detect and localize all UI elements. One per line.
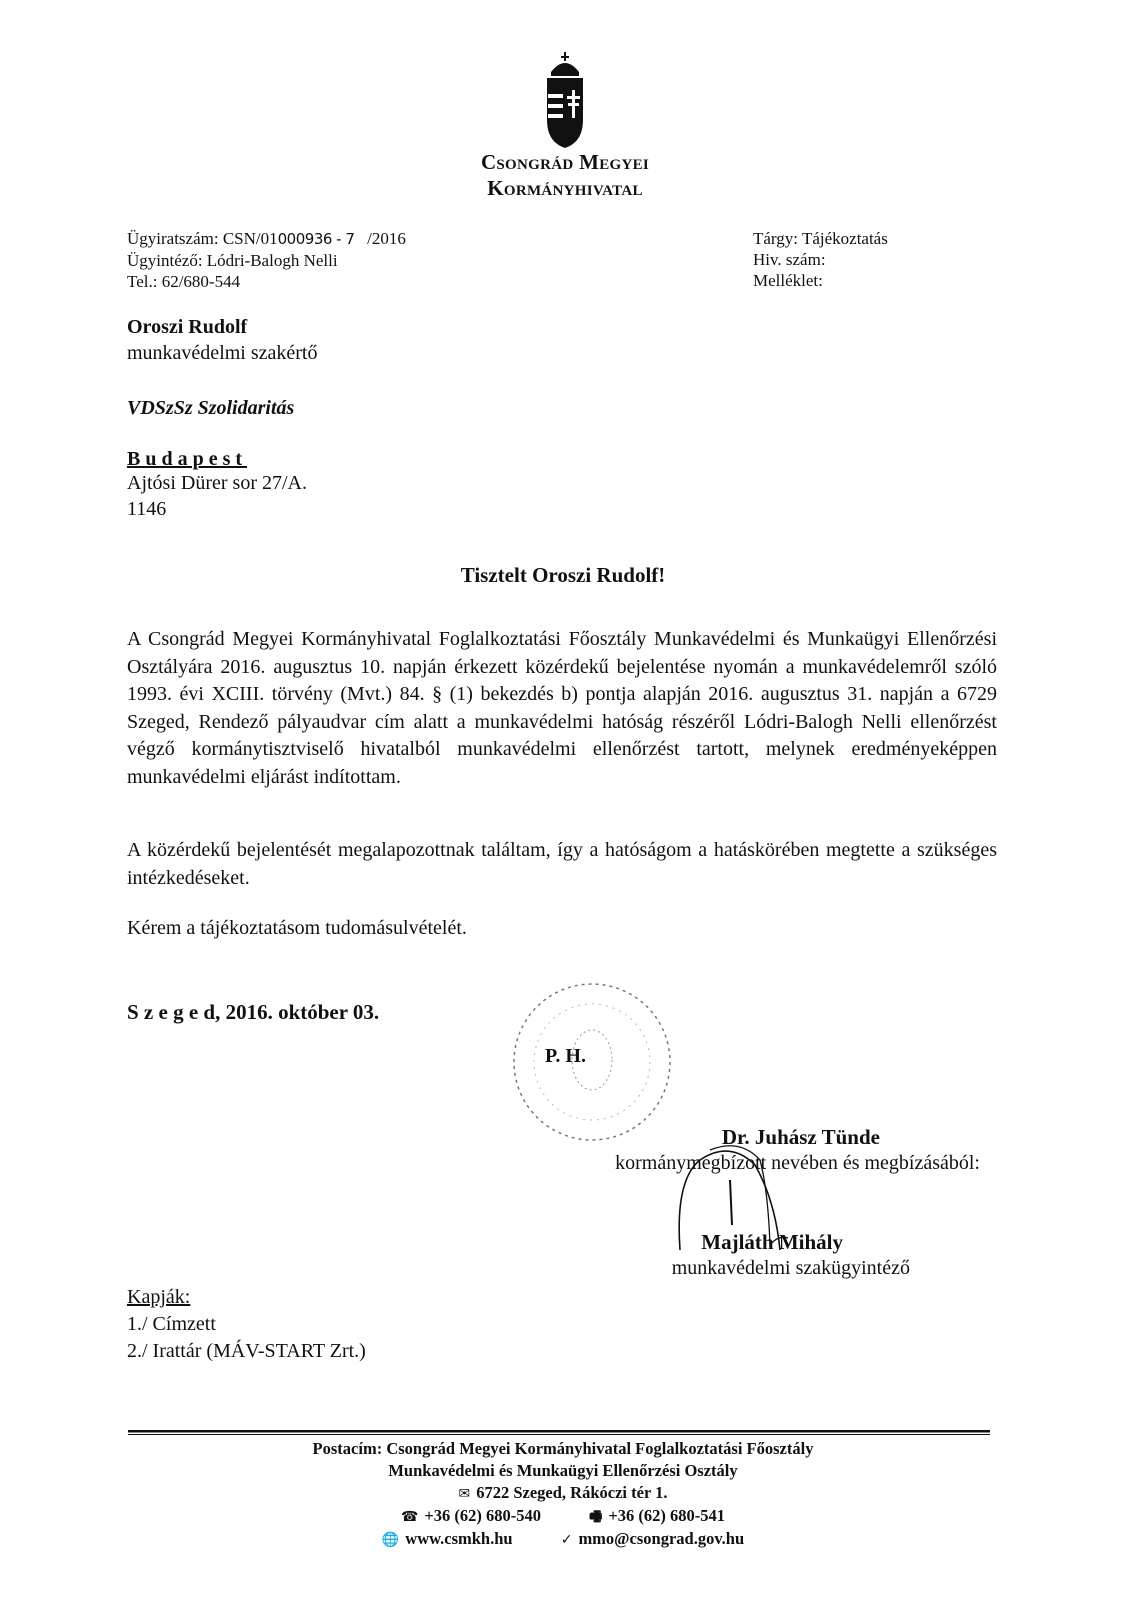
footer-contact-row	[0, 1505, 1126, 1528]
footer-address-row	[0, 1482, 1126, 1505]
distribution-item: 1./ Címzett	[127, 1313, 216, 1335]
footer-fax: +36 (62) 680-541	[608, 1506, 726, 1525]
footer-postal-line2: Munkavédelmi és Munkaügyi Ellenőrzési Osztály	[388, 1461, 738, 1480]
administrator: Ügyintéző: Lódri-Balogh Nelli	[127, 251, 338, 270]
date-line: S z e g e d, 2016. október 03.	[127, 1000, 380, 1024]
footer-web-row	[0, 1528, 1126, 1551]
footer-address: 6722 Szeged, Rákóczi tér 1.	[476, 1483, 668, 1502]
mailbox-icon: ✉	[458, 1486, 471, 1502]
distribution-item: 2./ Irattár (MÁV-START Zrt.)	[127, 1340, 366, 1362]
recipient-city: Budapest	[127, 448, 248, 470]
phone: Tel.: 62/680-544	[127, 272, 241, 291]
signer-title: munkavédelmi szakügyintéző	[671, 1257, 910, 1279]
footer-phone: +36 (62) 680-540	[424, 1506, 542, 1525]
hungarian-coat-of-arms-icon	[543, 50, 587, 150]
footer-website[interactable]: www.csmkh.hu	[405, 1529, 513, 1548]
case-number-handwritten: 000936 - 7	[277, 230, 355, 248]
case-number-label: Ügyiratszám: CSN/01	[127, 229, 278, 248]
org-name-line2: Kormányhivatal	[487, 176, 643, 200]
org-name-line1: Csongrád Megyei	[480, 150, 650, 174]
signatory-name: Dr. Juhász Tünde	[721, 1125, 880, 1149]
recipient-name: Oroszi Rudolf	[127, 316, 248, 338]
globe-icon: 🌐	[381, 1532, 400, 1548]
body-paragraph-1: A Csongrád Megyei Kormányhivatal Foglalkoztatási Főosztály Munkavédelmi és Munkaügyi Ellenőrzési Osztályára 2016. augusztus 10. napján érkezett közérdekű bejelentése nyomán a munkavédelemről szóló 1993. évi XCIII. törvény (Mvt.) 84. § (1) bekezdés b) pontja alapján 2016. augusztus 31. napján a 6729 Szeged, Rendező pályaudvar cím alatt a munkavédelmi hatóság részéről Lódri-Balogh Nelli ellenőrzést végző kormánytisztviselő hivatalból munkavédelmi ellenőrzést tartott, melynek eredményeképpen munkavédelmi eljárást indítottam.	[127, 628, 997, 788]
subject: Tárgy: Tájékoztatás	[753, 229, 888, 248]
case-number-suffix: /2016	[367, 229, 406, 248]
fax-icon: 🖷	[589, 1509, 603, 1525]
stamp-label: P. H.	[545, 1045, 586, 1067]
footer-email[interactable]: mmo@csongrad.gov.hu	[578, 1529, 745, 1548]
recipient-postcode: 1146	[127, 498, 167, 520]
recipient-organization: VDSzSz Szolidaritás	[127, 397, 295, 419]
signer-name: Majláth Mihály	[701, 1230, 843, 1254]
distribution-list	[127, 1284, 366, 1365]
body-paragraph-3: Kérem a tájékoztatásom tudomásulvételét.	[127, 917, 467, 939]
official-seal-icon	[510, 980, 675, 1145]
signatory-on-behalf: kormánymegbízott nevében és megbízásából:	[615, 1152, 980, 1174]
salutation: Tisztelt Oroszi Rudolf!	[460, 563, 666, 587]
attachment: Melléklet:	[753, 271, 823, 290]
meta-right	[753, 228, 888, 291]
telephone-icon: ☎	[400, 1509, 419, 1525]
recipient-street: Ajtósi Dürer sor 27/A.	[127, 472, 307, 494]
footer-postal-line1: Postacím: Csongrád Megyei Kormányhivatal Foglalkoztatási Főosztály	[312, 1439, 814, 1458]
ref-number: Hiv. szám:	[753, 250, 826, 269]
footer-divider	[128, 1430, 990, 1436]
case-number	[127, 228, 406, 250]
distribution-heading: Kapják:	[127, 1286, 191, 1308]
body-paragraph-2: A közérdekű bejelentését megalapozottnak találtam, így a hatóságom a hatáskörében megtette a szükséges intézkedéseket.	[127, 839, 997, 889]
recipient-title: munkavédelmi szakértő	[127, 342, 318, 364]
footer	[0, 1438, 1126, 1551]
email-icon: ✓	[560, 1532, 573, 1548]
meta-left	[127, 228, 406, 292]
